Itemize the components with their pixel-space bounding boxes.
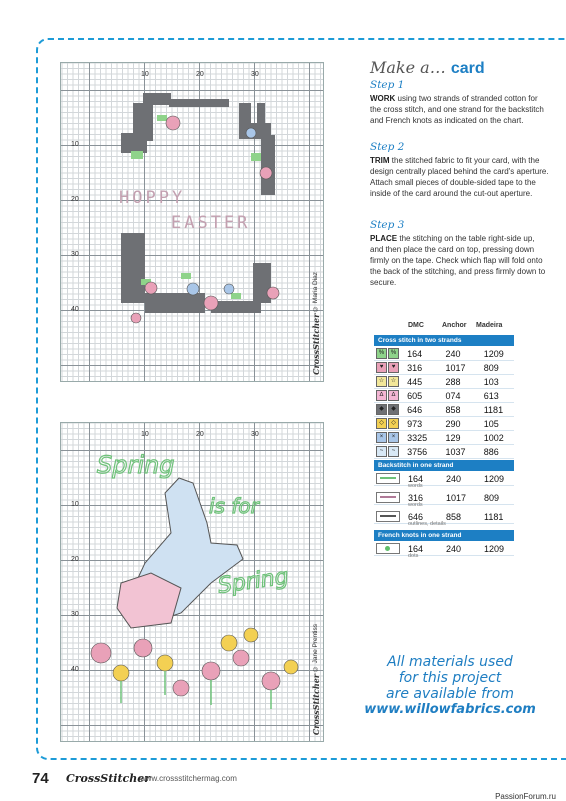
key-madeira: 886 <box>483 446 499 457</box>
symbol-swatch: × × <box>374 432 399 443</box>
key-dmc: 646 <box>407 404 423 415</box>
key-anchor: 1017 <box>445 362 466 373</box>
key-madeira: 1002 <box>483 432 504 443</box>
step-3: Step 3 PLACE the stitching on the table right-side up, and then place the card on top, pressing down firmly on the tape. Check which flap will fold onto the back of the stitching, and press firmly down to secure. <box>370 219 546 287</box>
key-dmc: 605 <box>407 390 423 401</box>
key-row <box>374 375 514 389</box>
symbol-swatch: % % <box>374 348 399 359</box>
backstitch-swatch <box>374 493 400 502</box>
axis-left-30: 30 <box>71 251 79 258</box>
key-dmc: 3325 <box>407 432 428 443</box>
footer-site[interactable]: www.crossstitchermag.com <box>140 774 237 783</box>
key-madeira: 103 <box>483 376 499 387</box>
key-section-french: French knots in one strand <box>374 530 514 541</box>
key-madeira: 809 <box>484 492 500 503</box>
key-row <box>374 361 514 375</box>
bunny-motif <box>61 423 323 741</box>
watermark: PassionForum.ru <box>495 792 556 801</box>
page-footer <box>0 764 566 800</box>
key-note: words <box>408 502 423 508</box>
axis-top-30: 30 <box>251 71 259 78</box>
french-knot-swatch <box>374 544 400 553</box>
axis-left-30: 30 <box>71 611 79 618</box>
key-anchor: 240 <box>446 473 462 484</box>
key-madeira: 1181 <box>483 404 504 415</box>
key-section-backstitch: Backstitch in one strand <box>374 460 514 471</box>
symbol-swatch: ◇ ◇ <box>374 418 399 429</box>
symbol-swatch: ~ ~ <box>374 446 399 457</box>
key-anchor: 074 <box>445 390 461 401</box>
axis-top-10: 10 <box>141 71 149 78</box>
key-dmc: 164 <box>408 543 424 554</box>
axis-left-40: 40 <box>71 306 79 313</box>
key-header: DMC Anchor Madeira <box>408 322 503 329</box>
key-anchor: 129 <box>445 432 461 443</box>
step-1: Step 1 WORK using two strands of stranded cotton for the cross stitch, and one strand for the backstitch and French knots as indicated on the chart. <box>370 79 544 125</box>
key-madeira: 613 <box>483 390 499 401</box>
key-dmc: 316 <box>408 492 424 503</box>
axis-left-10: 10 <box>71 141 79 148</box>
key-dmc: 646 <box>408 511 424 522</box>
symbol-swatch: ☆ ☆ <box>374 376 399 387</box>
axis-left-40: 40 <box>71 666 79 673</box>
key-anchor: 858 <box>446 511 462 522</box>
supplier-link[interactable]: www.willowfabrics.com <box>364 702 536 717</box>
footer-brand: CrossStitcher <box>66 772 151 785</box>
key-dmc: 445 <box>407 376 423 387</box>
chart-spring <box>60 422 324 742</box>
thread-key <box>374 322 514 561</box>
key-dmc: 164 <box>408 473 424 484</box>
key-row <box>374 389 514 403</box>
key-dmc: 973 <box>407 418 423 429</box>
key-row <box>374 445 514 459</box>
chart-happy-easter <box>60 62 324 382</box>
key-dmc: 164 <box>407 348 423 359</box>
chart-credit: CrossStitcher © Maria Diaz <box>311 272 321 375</box>
key-anchor: 288 <box>445 376 461 387</box>
backstitch-swatch <box>374 474 400 483</box>
key-note: dots <box>408 553 419 559</box>
key-madeira: 1209 <box>483 348 504 359</box>
axis-top-10: 10 <box>141 431 149 438</box>
axis-top-20: 20 <box>196 431 204 438</box>
pattern-text-spring: Spring <box>97 451 175 479</box>
key-anchor: 1037 <box>445 446 466 457</box>
key-anchor: 240 <box>445 348 461 359</box>
axis-left-20: 20 <box>71 556 79 563</box>
key-row <box>374 417 514 431</box>
instructions-heading: Make a… card <box>370 58 485 77</box>
key-anchor: 858 <box>445 404 461 415</box>
axis-left-10: 10 <box>71 501 79 508</box>
chart-credit: CrossStitcher © Jane Prentiss <box>311 623 321 735</box>
wreath-motif <box>61 63 323 381</box>
key-row <box>374 403 514 417</box>
key-note: outlines, details <box>408 521 446 527</box>
page-number: 74 <box>32 770 49 787</box>
symbol-swatch: ∆ ∆ <box>374 390 399 401</box>
key-madeira: 809 <box>483 362 499 373</box>
key-anchor: 290 <box>445 418 461 429</box>
key-madeira: 105 <box>483 418 499 429</box>
axis-left-20: 20 <box>71 196 79 203</box>
pattern-text-isfor: is for <box>209 494 259 518</box>
key-row <box>374 347 514 361</box>
key-madeira: 1181 <box>484 511 504 522</box>
step-2: Step 2 TRIM the stitched fabric to fit your card, with the design centrally placed behind the card's aperture. Attach small pieces of double-sided tape to the inside of the card around the cut-out aperture. <box>370 141 549 198</box>
materials-note: All materials used for this project are available from www.willowfabrics.com <box>360 654 540 718</box>
axis-top-30: 30 <box>251 431 259 438</box>
symbol-swatch: ♥ ♥ <box>374 362 399 373</box>
key-anchor: 240 <box>446 543 462 554</box>
pattern-text-easter: EASTER <box>171 213 251 233</box>
pattern-text-springing: Spring <box>216 564 291 599</box>
key-anchor: 1017 <box>446 492 467 503</box>
pattern-text-happy: HOPPY <box>119 188 186 208</box>
key-row <box>374 431 514 445</box>
key-note: words <box>408 483 423 489</box>
key-section-cross: Cross stitch in two strands <box>374 335 514 346</box>
key-madeira: 1209 <box>484 473 505 484</box>
backstitch-swatch <box>374 512 400 521</box>
key-madeira: 1209 <box>484 543 505 554</box>
axis-top-20: 20 <box>196 71 204 78</box>
key-dmc: 3756 <box>407 446 428 457</box>
symbol-swatch: ◆ ◆ <box>374 404 399 415</box>
key-dmc: 316 <box>407 362 423 373</box>
